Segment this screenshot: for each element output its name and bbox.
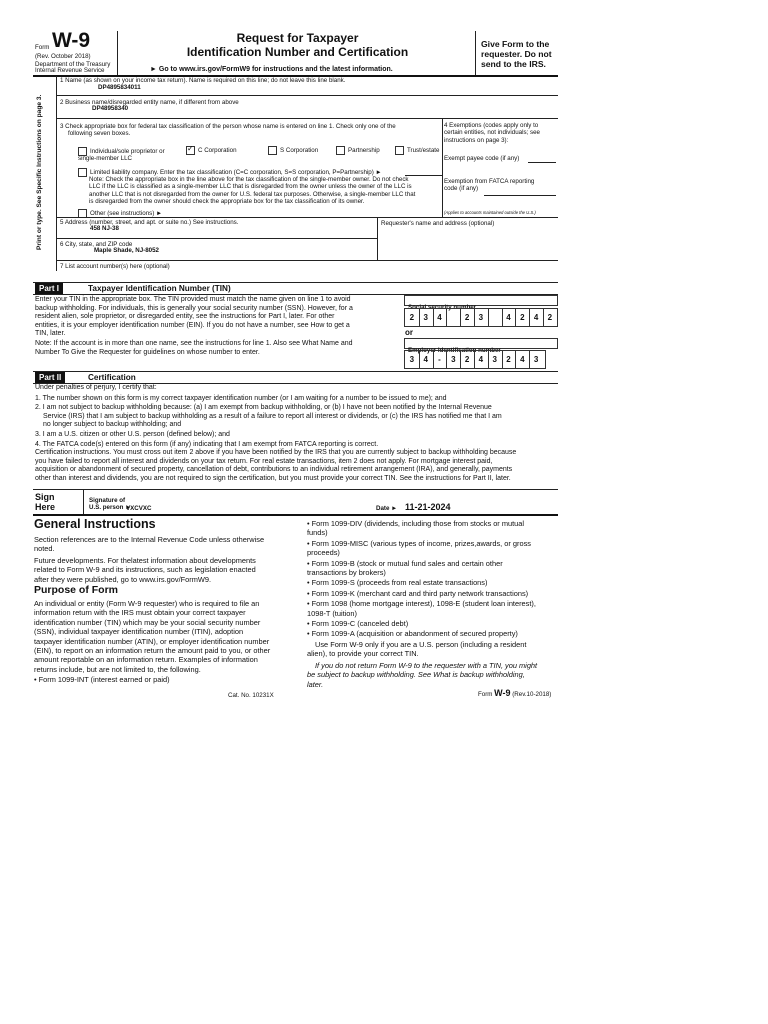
- ssn-field[interactable]: [404, 308, 558, 327]
- ein-digit[interactable]: 4: [419, 351, 434, 368]
- checkbox-box[interactable]: [336, 146, 345, 155]
- line3-label-b: following seven boxes.: [68, 130, 131, 137]
- checkbox-box[interactable]: [395, 146, 404, 155]
- fatca-code-field[interactable]: [484, 195, 556, 196]
- department: Department of the Treasury: [35, 61, 111, 68]
- line7-label: 7 List account number(s) here (optional): [60, 263, 170, 270]
- form-title-line1: Request for Taxpayer: [236, 31, 359, 45]
- checkbox-s-corporation[interactable]: S Corporation: [268, 146, 318, 155]
- exempt-payee-label: Exempt payee code (if any): [444, 155, 520, 162]
- or-label: or: [405, 328, 413, 337]
- exemptions-label: 4 Exemptions (codes apply only to certain entities, not individuals; see instructions on page 3):: [444, 122, 540, 144]
- ein-digit[interactable]: 2: [460, 351, 475, 368]
- exempt-payee-field[interactable]: [528, 162, 556, 163]
- checkbox-individual-label-b: single-member LLC: [78, 155, 132, 162]
- ein-digit[interactable]: 3: [533, 355, 539, 364]
- catalog-number: Cat. No. 10231X: [228, 692, 274, 699]
- ssn-digit[interactable]: 3: [474, 309, 489, 326]
- requester-label: Requester's name and address (optional): [381, 220, 495, 227]
- certification-text: Under penalties of perjury, I certify that: 1. The number shown on this form is my correct taxpayer identification number (or I am waiting for a number to be issued to me); and 2. I am not subject to backup withholding because: (a) I am exempt from backup withholding, or (b) I have not been notified by the Internal Revenue Service (IRS) that I am subject to backup withholding as a result of a failure to report all interest or dividends, or (c) the IRS has notified me that I am no longer subject to backup withholding; and 3. I am a U.S. citizen or other U.S. person (defined below); and 4. The FATCA code(s) entered on this form (if any) indicating that I am exempt from FATCA reporting is correct. Certification instructions. You must cross out item 2 above if you have been notified by the IRS that you are currently subject to backup withholding because you have failed to report all interest and dividends on your tax return. For real estate transactions, item 2 does not apply. For mortgage interest paid, acquisition or abandonment of secured property, cancellation of debt, contributions to an individual retirement arrangement (IRA), and generally, payments other than interest and dividends, you are not required to sign the certification, but you must provide your correct TIN. See the instructions for Part II, later.: [35, 384, 517, 482]
- checkbox-llc[interactable]: Limited liability company. Enter the tax classification (C=C corporation, S=S corporation, P=Partnership) ►: [78, 168, 382, 177]
- ssn-digit[interactable]: 2: [405, 309, 420, 326]
- date-field[interactable]: 11-21-2024: [405, 502, 451, 512]
- form-name: W-9: [52, 29, 91, 52]
- ein-digit[interactable]: 4: [474, 351, 489, 368]
- signature-field[interactable]: VXCVXC: [126, 505, 152, 512]
- city-state-zip-field[interactable]: Maple Shade, NJ-8052: [94, 247, 159, 254]
- form-revision: (Rev. October 2018): [35, 53, 91, 60]
- checkbox-box[interactable]: [78, 168, 87, 177]
- ein-digit[interactable]: 3: [488, 351, 503, 368]
- date-label: Date ►: [376, 505, 398, 512]
- line6-label: 6 City, state, and ZIP code: [60, 241, 133, 248]
- side-print-label: Print or type. See Specific Instructions on page 3.: [36, 94, 43, 250]
- ein-digit[interactable]: 2: [502, 351, 517, 368]
- ssn-digit[interactable]: 2: [515, 309, 530, 326]
- part1-instructions: Enter your TIN in the appropriate box. The TIN provided must match the name given on line 1 to avoid backup withholding. For individuals, this is generally your social security number (SSN). However, for a resident alien, sole proprietor, or disregarded entity, see the instructions for Part I, later. For other entities, it is your employer identification number (EIN). If you do not have a number, see How to get a TIN, later.: [35, 296, 353, 338]
- ssn-digit[interactable]: 2: [460, 309, 475, 326]
- line1-label: 1 Name (as shown on your income tax return). Name is required on this line; do not leave this line blank.: [60, 77, 346, 84]
- line5-label: 5 Address (number, street, and apt. or suite no.) See instructions.: [60, 219, 239, 226]
- form-word: Form: [35, 44, 50, 51]
- part1-title: Taxpayer Identification Number (TIN): [88, 284, 231, 293]
- ein-digit[interactable]: 3: [446, 351, 461, 368]
- general-instructions-title: General Instructions: [34, 517, 156, 531]
- footer-form-id: Form W-9 (Rev.10-2018): [478, 688, 552, 698]
- checkbox-box-checked[interactable]: [186, 146, 195, 155]
- checkbox-c-corporation[interactable]: ✓ C Corporation: [187, 144, 237, 155]
- ein-label-box: Employer identification number: [404, 338, 558, 349]
- line3-label: 3 Check appropriate box for federal tax classification of the person whose name is entered on line 1. Check only one of the: [60, 123, 396, 130]
- part1-note: Note: If the account is in more than one name, see the instructions for line 1. Also see What Name and Number To Give the Requester for guidelines on whose number to enter.: [35, 340, 353, 356]
- fatca-applies-note: (Applies to accounts maintained outside the U.S.): [444, 210, 536, 215]
- llc-note: Note: Check the appropriate box in the line above for the tax classification of the single-member owner. Do not check LLC if the LLC is classified as a single-member LLC that is disregarded from the owner unless the owner of the LLC is another LLC that is not disregarded from the owner for U.S. federal tax purposes. Otherwise, a single-member LLC that is disregarded from the owner should check the appropriate box for the tax classification of its owner.: [89, 176, 416, 206]
- ein-digit[interactable]: 4: [515, 351, 530, 368]
- checkbox-partnership[interactable]: Partnership: [336, 146, 380, 155]
- give-form-note: Give Form to the requester. Do not send to the IRS.: [481, 39, 552, 69]
- form-title-line2: Identification Number and Certification: [186, 45, 409, 59]
- general-instructions-body: Section references are to the Internal Revenue Code unless otherwise noted. Future developments. For thelatest information about developments related to Form W-9 and its instructions, such as legislation enacted after they were published, go to www.irs.gov/FormW9.: [34, 535, 265, 584]
- part2-title: Certification: [88, 373, 136, 382]
- ein-digit[interactable]: -: [433, 351, 448, 368]
- checkbox-other[interactable]: Other (see instructions) ►: [78, 209, 162, 218]
- ssn-label-box: Social security number: [404, 295, 558, 306]
- name-field[interactable]: DP4895834011: [98, 84, 141, 91]
- check-mark-icon: ✓: [187, 144, 194, 153]
- ein-digit[interactable]: 3: [405, 351, 420, 368]
- fatca-exemption-label: Exemption from FATCA reporting code (if any): [444, 178, 535, 193]
- ssn-digit[interactable]: 4: [433, 309, 448, 326]
- business-name-field[interactable]: DP48958340: [92, 105, 129, 112]
- part1-tag: Part I: [35, 283, 63, 294]
- ssn-digit[interactable]: 4: [529, 309, 544, 326]
- sign-here-label: Sign Here: [35, 492, 56, 512]
- ssn-digit[interactable]: [488, 309, 503, 326]
- signature-label: Signature of U.S. person ►: [89, 497, 132, 512]
- part2-tag: Part II: [35, 372, 65, 383]
- checkbox-trust-estate[interactable]: Trust/estate: [395, 146, 439, 155]
- irs-instructions-link[interactable]: ► Go to www.irs.gov/FormW9 for instructions and the latest information.: [150, 66, 393, 73]
- checkbox-box[interactable]: [268, 146, 277, 155]
- forms-list: • Form 1099-DIV (dividends, including those from stocks or mutual funds) • Form 1099-MISC (various types of income, prizes,awards, or gross proceeds) • Form 1099-B (stock or mutual fund sales and certain other transactions by brokers) • Form 1099-S (proceeds from real estate transactions) • Form 1099-K (merchant card and third party network transactions) • Form 1098 (home mortgage interest), 1098-E (student loan interest), 1098-T (tuition) • Form 1099-C (canceled debt) • Form 1099-A (acquisition or abandonment of secured property) Use Form W-9 only if you are a U.S. person (including a resident alien), to provide your correct TIN. If you do not return Form W-9 to the requester with a TIN, you might be subject to backup withholding. See What is backup withholding, later.: [307, 519, 538, 689]
- checkbox-individual[interactable]: Individual/sole proprietor or: [78, 147, 165, 156]
- address-field[interactable]: 458 NJ-38: [90, 225, 119, 232]
- purpose-body: An individual or entity (Form W-9 requester) who is required to file an information return with the IRS must obtain your correct taxpayer identification number (TIN) which may be your social security number (SSN), individual taxpayer identification number (ITIN), adoption taxpayer identification number (ATIN), or employer identification number (EIN), to report on an information return the amount paid to you, or other amount reportable on an information return. Examples of information returns include, but are not limited to, the following. • Form 1099-INT (interest earned or paid): [34, 599, 271, 685]
- ssn-digit[interactable]: [446, 309, 461, 326]
- ssn-digit[interactable]: 2: [547, 313, 553, 322]
- ssn-digit[interactable]: 4: [502, 309, 517, 326]
- line2-label: 2 Business name/disregarded entity name, if different from above: [60, 99, 239, 106]
- ssn-digit[interactable]: 3: [419, 309, 434, 326]
- purpose-title: Purpose of Form: [34, 584, 119, 596]
- ein-field[interactable]: [404, 350, 546, 369]
- irs-label: Internal Revenue Service: [35, 67, 105, 74]
